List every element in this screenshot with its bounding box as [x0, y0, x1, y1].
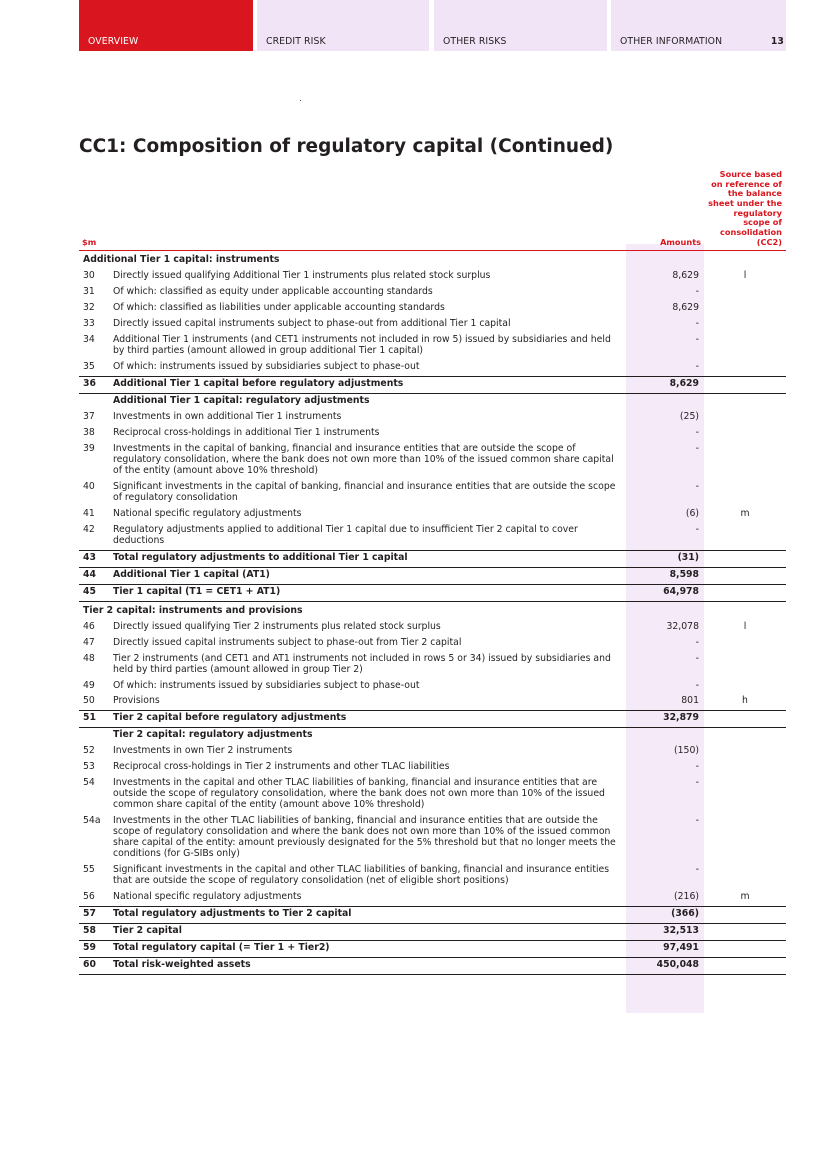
row-description-cell: National specific regulatory adjustments — [113, 507, 302, 519]
source-cell — [704, 550, 786, 567]
row-description-cell: Total regulatory adjustments to Tier 2 capital — [112, 907, 626, 924]
amount-cell: - — [695, 427, 699, 439]
amount-cell: (366) — [626, 907, 704, 924]
source-cell — [704, 907, 786, 924]
row-description-cell: Of which: instruments issued by subsidiaries subject to phase-out — [113, 679, 420, 691]
source-cell — [704, 728, 786, 744]
row-number-cell — [79, 394, 112, 410]
row-description-cell: Investments in the capital of banking, financial and insurance entities that are outside the scope of regulatory consolidation, where the bank does not own more than 10% of the issued common share capital of the entity (amount above 10% threshold) — [113, 443, 614, 476]
row-number-cell: 41 — [83, 507, 95, 519]
page-number: 13 — [770, 36, 784, 47]
source-cell — [704, 744, 786, 760]
table-row — [79, 890, 786, 906]
row-number-cell: 38 — [83, 427, 95, 439]
source-cell — [704, 636, 786, 652]
amount-cell: - — [695, 864, 699, 876]
source-cell — [704, 584, 786, 601]
row-description-cell: Of which: classified as equity under applicable accounting standards — [113, 286, 433, 298]
row-number-cell: 44 — [79, 567, 112, 584]
table-row — [79, 863, 786, 890]
amount-cell: 450,048 — [626, 957, 704, 974]
table-row — [79, 442, 786, 480]
amount-cell: (25) — [679, 411, 699, 423]
page-title: CC1: Composition of regulatory capital (Continued) — [79, 136, 614, 157]
subsection-header-label: Additional Tier 1 capital: regulatory adjustments — [113, 395, 370, 407]
table-row — [79, 301, 786, 317]
row-description-cell: Tier 2 capital — [112, 923, 626, 940]
row-description-cell: Total regulatory adjustments to additional Tier 1 capital — [112, 550, 626, 567]
total-row — [79, 584, 786, 601]
row-description-cell: Directly issued capital instruments subject to phase-out from Tier 2 capital — [113, 636, 462, 648]
amount-cell: 8,629 — [626, 377, 704, 394]
amount-cell — [626, 394, 704, 410]
table-row — [79, 776, 786, 814]
row-description-cell: Reciprocal cross-holdings in Tier 2 instruments and other TLAC liabilities — [113, 761, 450, 773]
amount-cell — [626, 251, 704, 269]
source-cell — [704, 333, 786, 360]
row-number-cell: 54 — [83, 777, 95, 789]
row-description-cell: Additional Tier 1 capital before regulatory adjustments — [112, 377, 626, 394]
row-number-cell: 56 — [83, 891, 95, 903]
source-cell — [704, 711, 786, 728]
source-cell — [704, 776, 786, 814]
row-description-cell: Investments in the capital and other TLAC liabilities of banking, financial and insurance entities that are outside the scope of regulatory consolidation, where the bank does not own more than 10% of the issued common share capital of the entity (amount above 10% threshold) — [113, 777, 605, 811]
amount-cell: - — [695, 777, 699, 789]
table-row — [79, 694, 786, 710]
source-cell: l — [743, 620, 747, 632]
source-cell: h — [742, 695, 748, 707]
row-number-cell — [79, 728, 112, 744]
amount-cell: 64,978 — [626, 584, 704, 601]
source-cell — [704, 523, 786, 550]
amount-cell: - — [695, 480, 699, 492]
table-row — [79, 636, 786, 652]
row-number-cell: 30 — [83, 270, 95, 282]
row-number-cell: 51 — [79, 711, 112, 728]
row-number-cell: 34 — [83, 334, 95, 346]
row-number-cell: 36 — [79, 377, 112, 394]
row-description-cell: Reciprocal cross-holdings in additional Tier 1 instruments — [113, 427, 380, 439]
source-cell — [704, 442, 786, 480]
amount-cell: 32,513 — [626, 923, 704, 940]
row-number-cell: 40 — [83, 480, 95, 492]
row-number-cell: 52 — [83, 745, 95, 757]
source-header: Source based on reference of the balance sheet under the regulatory scope of consolidation (CC2) — [704, 170, 786, 251]
table-row — [79, 652, 786, 679]
row-number-cell: 54a — [83, 815, 101, 827]
row-number-cell: 49 — [83, 679, 95, 691]
row-number-cell: 58 — [79, 923, 112, 940]
source-cell — [704, 760, 786, 776]
row-number-cell: 59 — [79, 940, 112, 957]
table-row — [79, 333, 786, 360]
row-number-cell: 50 — [83, 695, 95, 707]
table-row — [79, 744, 786, 760]
description-header — [112, 170, 626, 251]
amount-cell: 32,879 — [626, 711, 704, 728]
amount-cell: 8,629 — [672, 270, 699, 282]
row-number-cell: 31 — [83, 286, 95, 298]
amount-cell: - — [695, 334, 699, 346]
source-cell — [704, 426, 786, 442]
source-cell — [704, 301, 786, 317]
total-row — [79, 567, 786, 584]
row-number-cell: 33 — [83, 318, 95, 330]
row-number-cell: 45 — [79, 584, 112, 601]
table-body — [79, 251, 786, 975]
total-row — [79, 907, 786, 924]
row-number-cell: 43 — [79, 550, 112, 567]
source-cell — [704, 410, 786, 426]
row-description-cell: National specific regulatory adjustments — [113, 891, 302, 903]
row-number-cell: 46 — [83, 620, 95, 632]
amount-cell: - — [695, 523, 699, 535]
row-description-cell: Total risk-weighted assets — [112, 957, 626, 974]
amount-cell: 8,629 — [672, 302, 699, 314]
capital-composition-table-container — [79, 170, 786, 975]
amount-cell: - — [695, 815, 699, 827]
table-row — [79, 360, 786, 376]
capital-composition-table — [79, 170, 786, 975]
row-description-cell: Of which: instruments issued by subsidiaries subject to phase-out — [113, 361, 420, 373]
table-row — [79, 679, 786, 695]
amount-cell: 801 — [681, 695, 699, 707]
tab-other-risks[interactable]: OTHER RISKS — [434, 0, 607, 51]
row-description-cell: Tier 2 instruments (and CET1 and AT1 instruments not included in rows 5 or 34) issued by subsidiaries and held by third parties (amount allowed in group Tier 2) — [113, 652, 611, 675]
row-number-cell: 32 — [83, 302, 95, 314]
table-row — [79, 523, 786, 550]
amounts-header: Amounts — [626, 170, 704, 251]
source-cell — [704, 679, 786, 695]
source-cell — [704, 317, 786, 333]
table-row — [79, 317, 786, 333]
source-cell — [704, 652, 786, 679]
source-cell — [704, 360, 786, 376]
section-header-label: Additional Tier 1 capital: instruments — [83, 254, 280, 266]
source-cell — [704, 601, 786, 619]
amount-cell: - — [695, 361, 699, 373]
tab-credit-risk[interactable]: CREDIT RISK — [257, 0, 429, 51]
row-description-cell: Significant investments in the capital of banking, financial and insurance entities that are outside the scope of regulatory consolidation — [113, 480, 616, 503]
source-cell — [704, 567, 786, 584]
amount-cell — [626, 728, 704, 744]
total-row — [79, 711, 786, 728]
section-header-row — [79, 251, 786, 269]
source-cell — [704, 394, 786, 410]
source-cell — [704, 480, 786, 507]
subsection-header-row — [79, 394, 786, 410]
source-cell — [704, 285, 786, 301]
total-row — [79, 923, 786, 940]
section-header-row — [79, 601, 786, 619]
amount-cell: - — [695, 286, 699, 298]
source-cell: m — [740, 507, 750, 519]
unit-header: $m — [79, 170, 112, 251]
row-number-cell: 57 — [79, 907, 112, 924]
source-cell — [704, 923, 786, 940]
row-number-cell: 42 — [83, 523, 95, 535]
row-description-cell: Investments in own additional Tier 1 instruments — [113, 411, 342, 423]
row-number-cell: 53 — [83, 761, 95, 773]
amount-cell: (216) — [674, 891, 699, 903]
row-description-cell: Provisions — [113, 695, 160, 707]
row-number-cell: 47 — [83, 636, 95, 648]
source-cell: l — [743, 270, 747, 282]
table-row — [79, 269, 786, 285]
table-header-row — [79, 170, 786, 251]
subsection-header-label: Tier 2 capital: regulatory adjustments — [113, 729, 313, 741]
table-row — [79, 760, 786, 776]
row-description-cell: Investments in the other TLAC liabilities of banking, financial and insurance entities that are outside the scope of regulatory consolidation and where the bank does not own more than 10% of the issued common share capital of the entity: amount previously designated for the 5% threshold but that no longer meets the conditions (for G-SIBs only) — [113, 815, 616, 860]
table-row — [79, 620, 786, 636]
tab-other-information-label: OTHER INFORMATION — [620, 36, 723, 47]
amount-cell: 32,078 — [666, 620, 699, 632]
subsection-header-row — [79, 728, 786, 744]
total-row — [79, 550, 786, 567]
row-number-cell: 37 — [83, 411, 95, 423]
source-cell — [704, 957, 786, 974]
source-cell — [704, 251, 786, 269]
row-description-cell: Investments in own Tier 2 instruments — [113, 745, 293, 757]
row-description-cell: Additional Tier 1 capital (AT1) — [112, 567, 626, 584]
total-row — [79, 940, 786, 957]
row-number-cell: 55 — [83, 864, 95, 876]
row-description-cell: Significant investments in the capital and other TLAC liabilities of banking, financial and insurance entities that are outside the scope of regulatory consolidation (net of eligible short positions) — [113, 864, 610, 887]
table-row — [79, 426, 786, 442]
table-row — [79, 480, 786, 507]
amount-cell: (6) — [685, 507, 699, 519]
amount-cell: 97,491 — [626, 940, 704, 957]
section-header-label: Tier 2 capital: instruments and provisions — [83, 604, 303, 616]
amount-cell: - — [695, 652, 699, 664]
source-cell: m — [740, 891, 750, 903]
amount-cell: (31) — [626, 550, 704, 567]
stray-dot — [300, 100, 301, 101]
tab-other-information[interactable] — [611, 0, 786, 51]
source-cell — [704, 940, 786, 957]
tab-overview[interactable]: OVERVIEW — [79, 0, 253, 51]
amount-cell: - — [695, 761, 699, 773]
amount-cell: - — [695, 679, 699, 691]
source-cell — [704, 377, 786, 394]
amount-cell: - — [695, 636, 699, 648]
row-number-cell: 60 — [79, 957, 112, 974]
row-number-cell: 35 — [83, 361, 95, 373]
row-number-cell: 48 — [83, 652, 95, 664]
amount-cell: (150) — [674, 745, 699, 757]
amount-cell — [626, 601, 704, 619]
row-description-cell: Additional Tier 1 instruments (and CET1 instruments not included in row 5) issued by subsidiaries and held by third parties (amount allowed in group additional Tier 1 capital) — [113, 334, 611, 357]
total-row — [79, 957, 786, 974]
top-navigation — [79, 0, 786, 51]
table-row — [79, 814, 786, 863]
total-row — [79, 377, 786, 394]
row-description-cell: Directly issued qualifying Tier 2 instruments plus related stock surplus — [113, 620, 441, 632]
source-cell — [704, 863, 786, 890]
source-cell — [704, 814, 786, 863]
table-row — [79, 410, 786, 426]
row-description-cell: Directly issued capital instruments subject to phase-out from additional Tier 1 capital — [113, 318, 511, 330]
table-row — [79, 507, 786, 523]
row-description-cell: Total regulatory capital (= Tier 1 + Tier2) — [112, 940, 626, 957]
amount-cell: 8,598 — [626, 567, 704, 584]
amount-cell: - — [695, 318, 699, 330]
row-description-cell: Regulatory adjustments applied to additional Tier 1 capital due to insufficient Tier 2 capital to cover deductions — [113, 523, 578, 546]
row-description-cell: Directly issued qualifying Additional Tier 1 instruments plus related stock surplus — [113, 270, 491, 282]
row-description-cell: Of which: classified as liabilities under applicable accounting standards — [113, 302, 445, 314]
row-description-cell: Tier 2 capital before regulatory adjustments — [112, 711, 626, 728]
table-row — [79, 285, 786, 301]
row-description-cell: Tier 1 capital (T1 = CET1 + AT1) — [112, 584, 626, 601]
row-number-cell: 39 — [83, 443, 95, 454]
amount-cell: - — [695, 443, 699, 454]
